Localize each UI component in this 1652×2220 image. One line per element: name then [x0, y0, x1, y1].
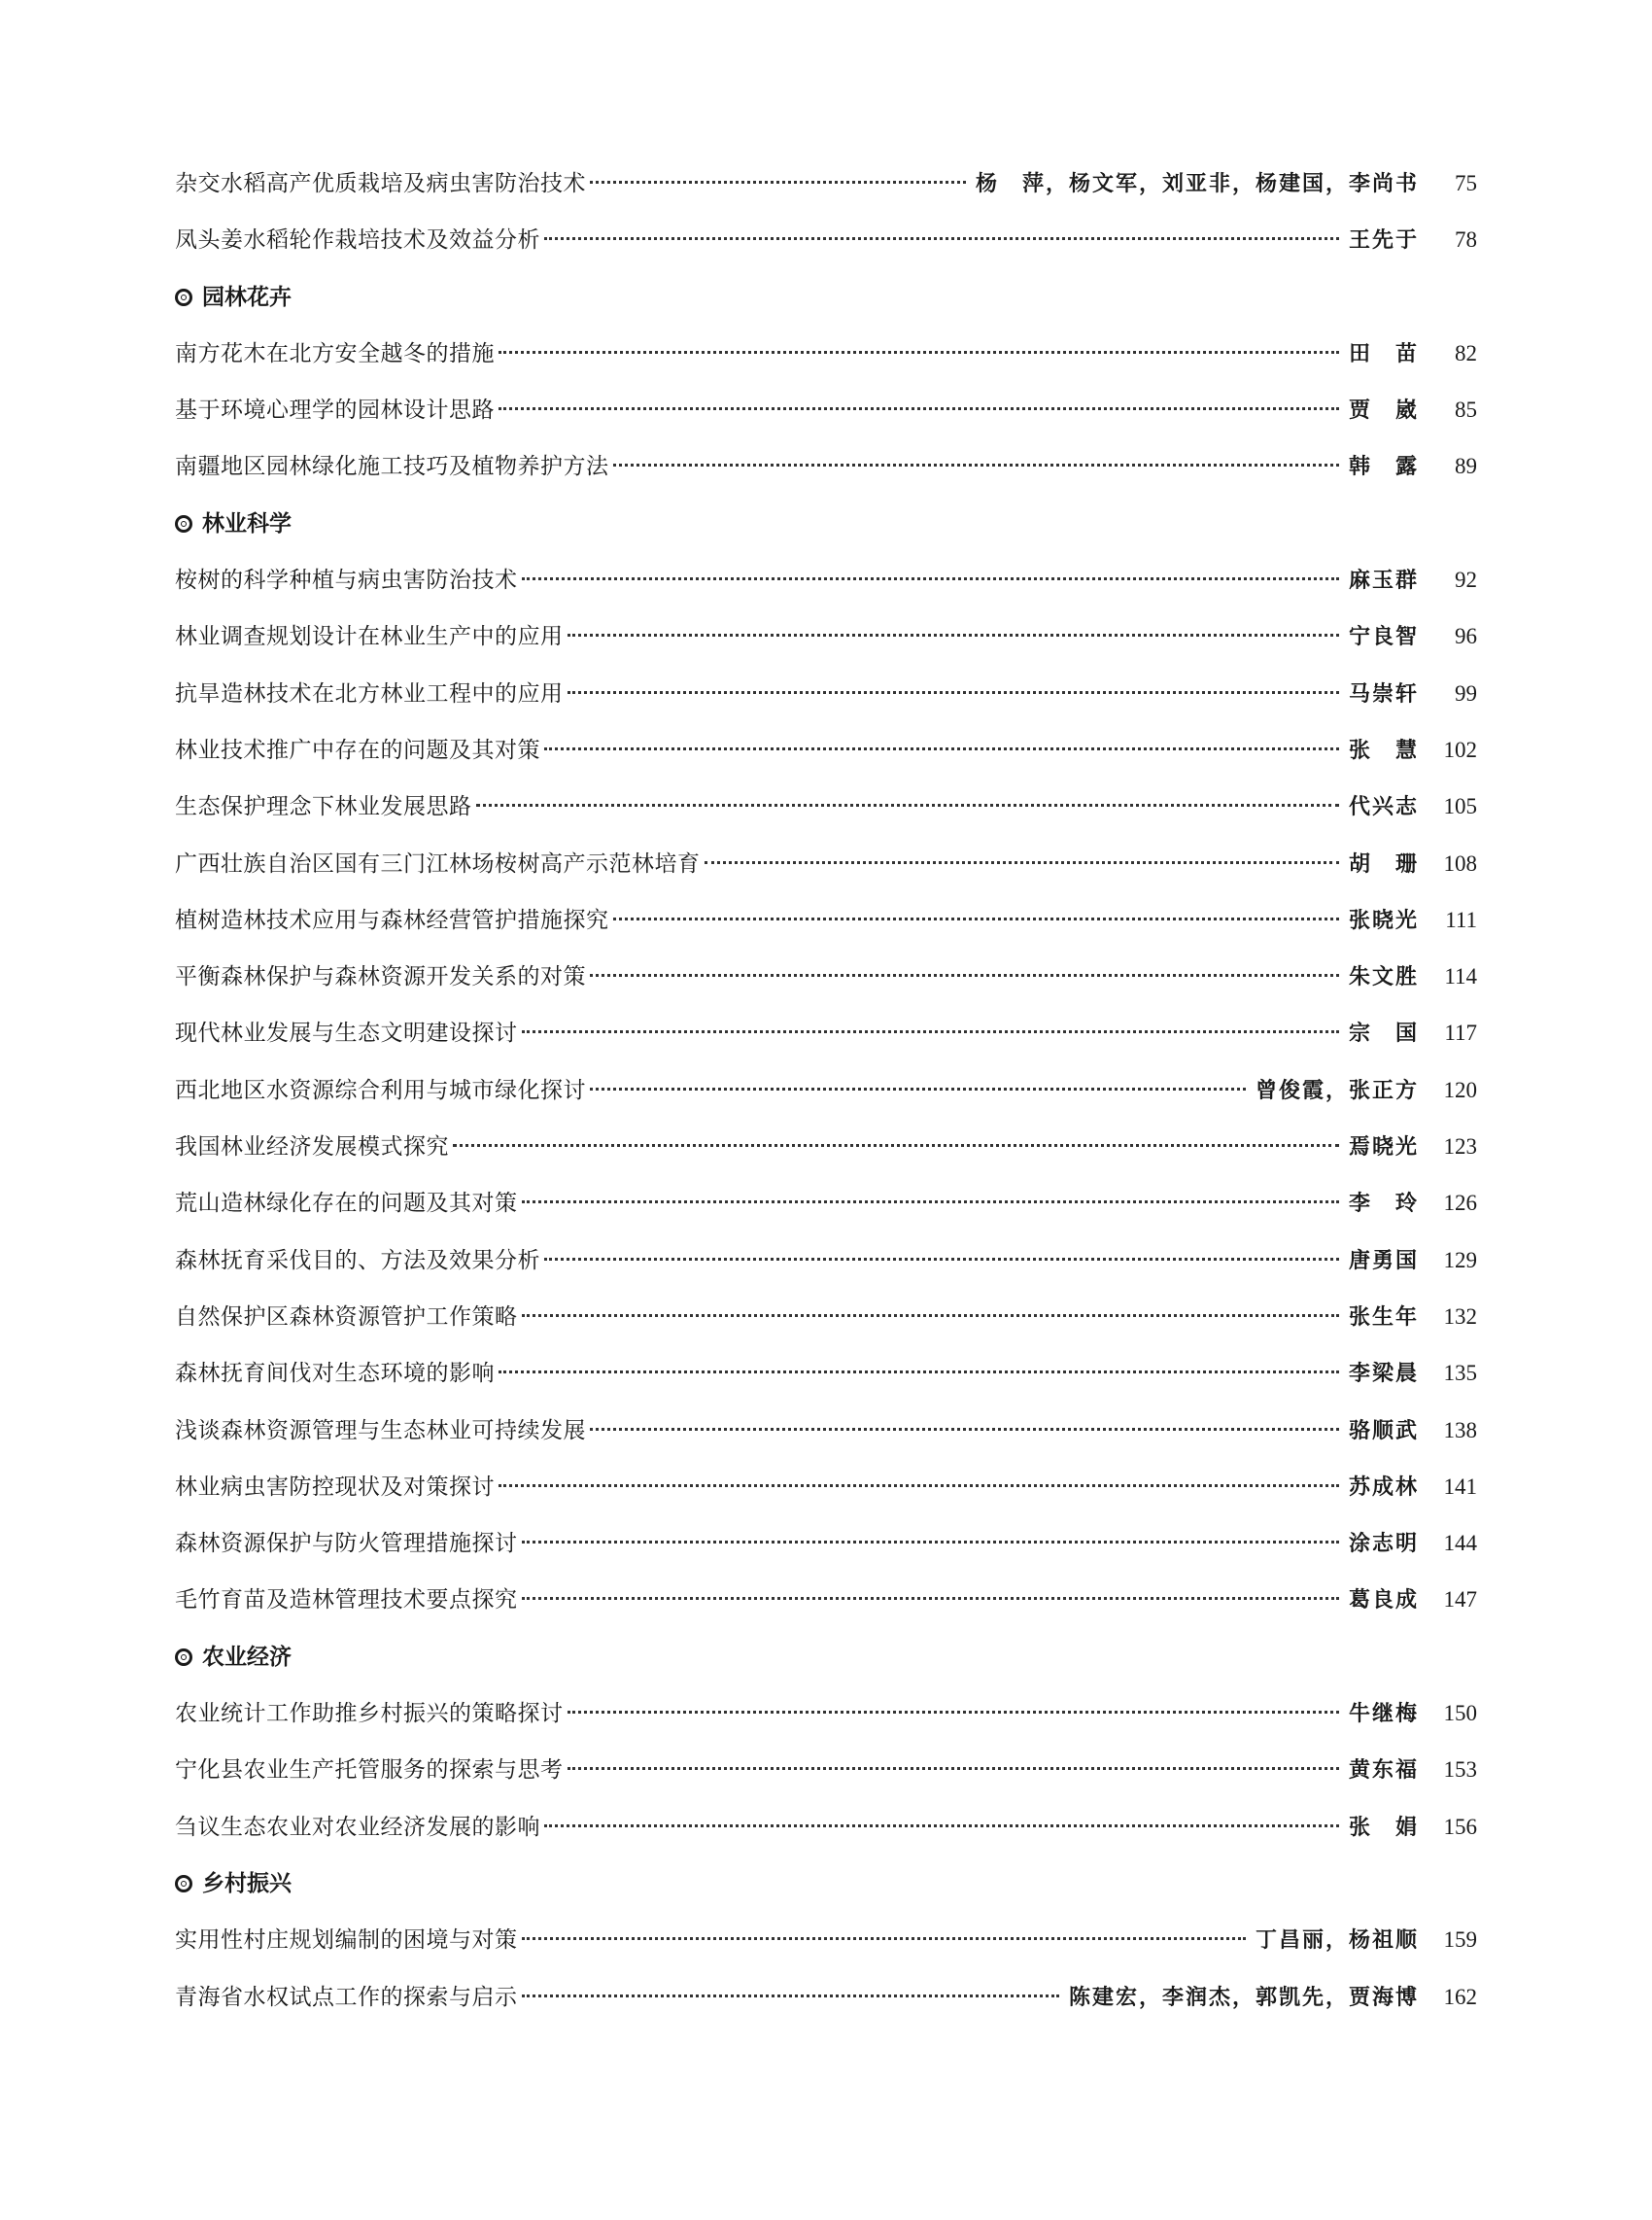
article-title: 生态保护理念下林业发展思路: [175, 794, 472, 820]
article-author: 杨 萍，杨文军，刘亚非，杨建国，李尚书: [975, 171, 1419, 196]
toc-entry[interactable]: [175, 1119, 1477, 1175]
article-author: 王先于: [1348, 227, 1419, 254]
dot-leader: [613, 918, 1339, 920]
article-title: 荒山造林绿化存在的问题及其对策: [175, 1191, 518, 1217]
toc-entry[interactable]: [175, 1403, 1477, 1459]
article-title: 杂交水稻高产优质栽培及病虫害防治技术: [175, 171, 586, 196]
toc-entry[interactable]: [175, 1005, 1477, 1061]
toc-entry[interactable]: [175, 1799, 1477, 1856]
article-author: 马崇轩: [1348, 680, 1419, 707]
dot-leader: [522, 1541, 1339, 1544]
article-author: 苏成林: [1348, 1474, 1419, 1500]
dot-leader: [613, 464, 1339, 467]
article-author: 胡 珊: [1348, 850, 1419, 877]
page-number: 132: [1443, 1303, 1477, 1329]
article-title: 林业病虫害防控现状及对策探讨: [175, 1474, 495, 1500]
article-author: 贾 崴: [1348, 398, 1419, 424]
dot-leader: [544, 1258, 1339, 1261]
article-author: 张 慧: [1348, 737, 1419, 763]
page-number: 126: [1443, 1191, 1477, 1216]
page-number: 153: [1443, 1757, 1477, 1783]
toc-entry[interactable]: [175, 1232, 1477, 1289]
toc-entry[interactable]: [175, 836, 1477, 892]
dot-leader: [522, 1200, 1339, 1203]
toc-entry[interactable]: [175, 779, 1477, 835]
article-title: 现代林业发展与生态文明建设探讨: [175, 1021, 518, 1047]
article-author: 麻玉群: [1348, 568, 1419, 594]
section-heading: [175, 1856, 1477, 1912]
toc-entry[interactable]: [175, 552, 1477, 608]
section-heading: [175, 496, 1477, 552]
toc-entry[interactable]: [175, 382, 1477, 438]
toc-entry[interactable]: [175, 326, 1477, 382]
article-title: 平衡森林保护与森林资源开发关系的对策: [175, 964, 586, 990]
page-number: 141: [1443, 1474, 1477, 1499]
page-number: 120: [1443, 1077, 1477, 1102]
article-author: 牛继梅: [1348, 1701, 1419, 1727]
toc-entry[interactable]: [175, 1289, 1477, 1345]
dot-leader: [522, 1937, 1246, 1940]
toc-entry[interactable]: [175, 1515, 1477, 1572]
article-title: 基于环境心理学的园林设计思路: [175, 398, 495, 424]
article-title: 西北地区水资源综合利用与城市绿化探讨: [175, 1077, 586, 1103]
page-number: 135: [1443, 1361, 1477, 1386]
page-number: 89: [1455, 454, 1477, 479]
dot-leader: [522, 1597, 1339, 1600]
article-author: 张晓光: [1348, 907, 1419, 933]
article-author: 宗 国: [1348, 1021, 1419, 1047]
article-title: 林业技术推广中存在的问题及其对策: [175, 737, 540, 763]
article-author: 涂志明: [1348, 1531, 1419, 1557]
article-title: 森林抚育采伐目的、方法及效果分析: [175, 1247, 540, 1273]
article-author: 张 娟: [1348, 1814, 1419, 1840]
article-title: 植树造林技术应用与森林经营管护措施探究: [175, 907, 609, 933]
double-circle-bullet-icon: [175, 289, 192, 306]
article-author: 朱文胜: [1348, 964, 1419, 990]
article-title: 自然保护区森林资源管护工作策略: [175, 1303, 518, 1330]
article-title: 浅谈森林资源管理与生态林业可持续发展: [175, 1417, 586, 1443]
page-number: 108: [1443, 850, 1477, 876]
page-number: 114: [1444, 964, 1477, 989]
dot-leader: [590, 181, 966, 184]
toc-entry[interactable]: [175, 608, 1477, 665]
toc-entry[interactable]: [175, 1912, 1477, 1968]
article-title: 森林资源保护与防火管理措施探讨: [175, 1531, 518, 1557]
page-number: 92: [1455, 568, 1477, 593]
section-title: 园林花卉: [202, 284, 292, 310]
article-title: 刍议生态农业对农业经济发展的影响: [175, 1814, 540, 1840]
article-author: 韩 露: [1348, 454, 1419, 480]
dot-leader: [544, 1824, 1339, 1827]
article-title: 桉树的科学种植与病虫害防治技术: [175, 568, 518, 594]
section-title: 农业经济: [202, 1644, 292, 1670]
dot-leader: [705, 861, 1339, 864]
page-number: 105: [1443, 794, 1477, 819]
section-title: 乡村振兴: [202, 1870, 292, 1896]
toc-entry[interactable]: [175, 1969, 1477, 2026]
dot-leader: [522, 1995, 1059, 1997]
article-title: 广西壮族自治区国有三门江林场桉树高产示范林培育: [175, 850, 701, 877]
section-heading: [175, 1629, 1477, 1685]
table-of-contents: [175, 156, 1477, 2026]
dot-leader: [499, 1370, 1339, 1373]
dot-leader: [544, 747, 1339, 750]
article-title: 农业统计工作助推乡村振兴的策略探讨: [175, 1701, 564, 1727]
page-number: 99: [1455, 680, 1477, 706]
page-number: 117: [1444, 1021, 1477, 1046]
article-author: 宁良智: [1348, 624, 1419, 650]
toc-entry[interactable]: [175, 1062, 1477, 1119]
article-title: 青海省水权试点工作的探索与启示: [175, 1984, 518, 2010]
dot-leader: [522, 577, 1339, 580]
dot-leader: [590, 1088, 1246, 1091]
page-number: 150: [1443, 1701, 1477, 1726]
article-author: 黄东福: [1348, 1757, 1419, 1784]
toc-entry[interactable]: [175, 212, 1477, 268]
double-circle-bullet-icon: [175, 515, 192, 533]
toc-entry[interactable]: [175, 1572, 1477, 1628]
article-author: 陈建宏，李润杰，郭凯先，贾海博: [1068, 1984, 1419, 2010]
toc-entry[interactable]: [175, 949, 1477, 1005]
dot-leader: [568, 634, 1339, 637]
article-title: 毛竹育苗及造林管理技术要点探究: [175, 1587, 518, 1613]
toc-entry[interactable]: [175, 1742, 1477, 1798]
section-title: 林业科学: [202, 510, 292, 537]
dot-leader: [568, 1711, 1339, 1714]
article-author: 唐勇国: [1348, 1247, 1419, 1273]
article-author: 骆顺武: [1348, 1417, 1419, 1443]
page-number: 82: [1455, 340, 1477, 365]
toc-entry[interactable]: [175, 156, 1477, 212]
toc-entry[interactable]: [175, 892, 1477, 949]
article-author: 曾俊霞，张正方: [1255, 1077, 1419, 1103]
page-number: 162: [1443, 1984, 1477, 2009]
dot-leader: [476, 804, 1339, 807]
article-title: 凤头姜水稻轮作栽培技术及效益分析: [175, 227, 540, 254]
page-number: 123: [1443, 1134, 1477, 1160]
article-title: 南疆地区园林绿化施工技巧及植物养护方法: [175, 454, 609, 480]
dot-leader: [544, 237, 1339, 240]
dot-leader: [568, 691, 1339, 694]
page-number: 156: [1443, 1814, 1477, 1839]
toc-entry[interactable]: [175, 1685, 1477, 1742]
dot-leader: [453, 1144, 1339, 1147]
article-title: 实用性村庄规划编制的困境与对策: [175, 1927, 518, 1954]
page-number: 144: [1443, 1531, 1477, 1556]
page-number: 102: [1443, 737, 1477, 762]
dot-leader: [499, 351, 1339, 354]
article-author: 李 玲: [1348, 1191, 1419, 1217]
page-number: 147: [1443, 1587, 1477, 1613]
article-title: 我国林业经济发展模式探究: [175, 1134, 449, 1161]
dot-leader: [499, 1484, 1339, 1487]
page-number: 129: [1443, 1247, 1477, 1272]
toc-entry[interactable]: [175, 1175, 1477, 1231]
article-author: 李梁晨: [1348, 1361, 1419, 1387]
article-title: 抗旱造林技术在北方林业工程中的应用: [175, 680, 564, 707]
toc-entry[interactable]: [175, 722, 1477, 779]
toc-entry[interactable]: [175, 1345, 1477, 1402]
article-author: 焉晓光: [1348, 1134, 1419, 1161]
dot-leader: [499, 407, 1339, 410]
article-author: 张生年: [1348, 1303, 1419, 1330]
article-title: 林业调查规划设计在林业生产中的应用: [175, 624, 564, 650]
toc-entry[interactable]: [175, 666, 1477, 722]
page-number: 78: [1455, 227, 1477, 253]
section-heading: [175, 269, 1477, 326]
dot-leader: [590, 1428, 1339, 1431]
article-author: 葛良成: [1348, 1587, 1419, 1613]
dot-leader: [522, 1030, 1339, 1033]
page-number: 159: [1443, 1927, 1477, 1953]
article-title: 南方花木在北方安全越冬的措施: [175, 340, 495, 366]
double-circle-bullet-icon: [175, 1875, 192, 1892]
toc-entry[interactable]: [175, 1459, 1477, 1515]
toc-entry[interactable]: [175, 438, 1477, 495]
page-number: 85: [1455, 398, 1477, 423]
dot-leader: [522, 1314, 1339, 1317]
article-title: 宁化县农业生产托管服务的探索与思考: [175, 1757, 564, 1784]
page-number: 96: [1455, 624, 1477, 649]
article-author: 田 苗: [1348, 340, 1419, 366]
page-number: 75: [1455, 171, 1477, 195]
article-title: 森林抚育间伐对生态环境的影响: [175, 1361, 495, 1387]
dot-leader: [568, 1767, 1339, 1770]
page-number: 111: [1445, 907, 1477, 932]
page-number: 138: [1443, 1417, 1477, 1442]
dot-leader: [590, 974, 1339, 977]
article-author: 丁昌丽，杨祖顺: [1255, 1927, 1419, 1954]
article-author: 代兴志: [1348, 794, 1419, 820]
double-circle-bullet-icon: [175, 1648, 192, 1666]
